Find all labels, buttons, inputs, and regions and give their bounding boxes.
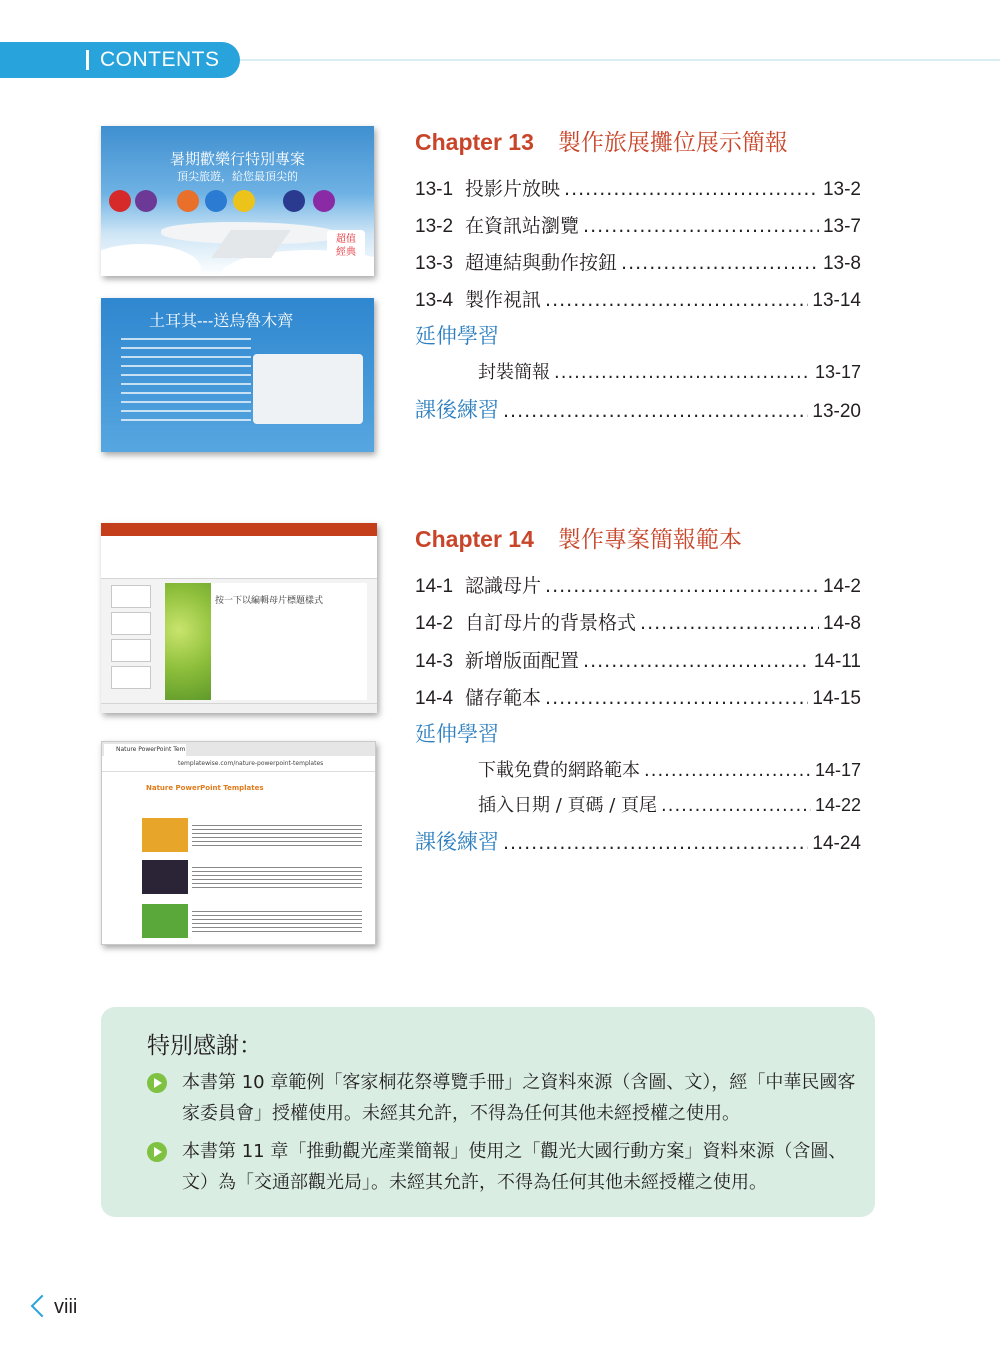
chapter-number: Chapter 13 [415, 129, 534, 155]
header-label: CONTENTS [100, 48, 220, 71]
slide1-badge: 超值 經典 [327, 230, 365, 267]
template-description [192, 822, 362, 848]
thumbnail-slide-turkey [101, 298, 374, 452]
slide2-title: 土耳其---送烏魯木齊 [149, 311, 294, 330]
arrow-bullet-icon [147, 1142, 167, 1162]
page-ref: 13-17 [814, 362, 861, 382]
section-title: 超連結與動作按鈕 [465, 252, 618, 274]
master-slide [165, 583, 367, 700]
acknowledgement-text: 本書第 11 章「推動觀光產業簡報」使用之「觀光大國行動方案」資料來源（含圖、文）為「交通部觀光局」。未經其允許，不得為任何其他未經授權之使用。 [182, 1141, 847, 1193]
chevron-left-icon [31, 1295, 54, 1318]
header-bar [86, 50, 89, 70]
thumbnail-powerpoint-master [101, 523, 377, 713]
chapter-title: 製作專案簡報範本 [557, 527, 742, 553]
toc-entry[interactable] [415, 646, 861, 673]
exercise-title: 課後練習 [415, 830, 499, 854]
section-number: 14-4 [415, 688, 454, 709]
toc-entry[interactable] [478, 358, 861, 384]
page-ref: 14-24 [812, 833, 861, 854]
section-title: 封裝簡報 [478, 362, 550, 383]
template-preview [142, 818, 188, 852]
section-title: 插入日期 / 頁碼 / 頁尾 [478, 795, 658, 816]
page-ref: 14-8 [822, 613, 861, 634]
toc-entry[interactable] [415, 683, 861, 710]
section-number: 14-3 [415, 651, 454, 672]
section-number: 13-1 [415, 179, 454, 200]
browser-tab: Nature PowerPoint Tem [104, 744, 186, 756]
acknowledgement-item [147, 1136, 859, 1198]
toc-entry[interactable] [415, 211, 861, 238]
toc-entry[interactable] [415, 285, 861, 312]
toc-entry[interactable] [478, 756, 861, 782]
cloud [101, 244, 201, 276]
page-ref: 13-20 [812, 401, 861, 422]
browser-tabbar [102, 742, 375, 756]
extension-heading: 延伸學習 [415, 722, 499, 746]
template-preview [142, 904, 188, 938]
acknowledgement-text: 本書第 10 章範例「客家桐花祭導覽手冊」之資料來源（含圖、文），經「中華民國客家委員會」授權使用。未經其允許，不得為任何其他未經授權之使用。 [182, 1072, 856, 1124]
section-title: 下載免費的網路範本 [478, 760, 640, 781]
chapter-14-heading [415, 521, 742, 554]
extension-heading: 延伸學習 [415, 324, 499, 348]
chapter-13-heading [415, 124, 788, 157]
page-number: viii [54, 1296, 78, 1318]
status-bar [101, 703, 377, 713]
page-ref: 13-14 [812, 290, 861, 311]
thumbnail-slide-travel [101, 126, 374, 276]
section-title: 在資訊站瀏覽 [465, 215, 580, 237]
slide-thumbnail-pane [111, 581, 155, 707]
section-title: 投影片放映 [465, 178, 561, 200]
section-number: 14-2 [415, 613, 454, 634]
toc-entry[interactable] [478, 791, 861, 817]
section-title: 自訂母片的背景格式 [465, 612, 637, 634]
toc-entry[interactable] [415, 174, 861, 201]
page-ref: 14-17 [814, 760, 861, 780]
template-preview [142, 860, 188, 894]
slide2-bullets [121, 338, 251, 428]
template-description [192, 908, 362, 934]
page-ref: 14-2 [822, 576, 861, 597]
toc-entry[interactable] [415, 826, 861, 856]
destination-circle [109, 190, 131, 212]
page-ref: 13-8 [822, 253, 861, 274]
title-bar [101, 523, 377, 536]
acknowledgement-title: 特別感謝： [147, 1033, 262, 1059]
slide1-title: 暑期歡樂行特別專案 [169, 150, 305, 168]
exercise-title: 課後練習 [415, 398, 499, 422]
section-number: 13-4 [415, 290, 454, 311]
slide1-subtitle: 頂尖旅遊，給您最頂尖的 [177, 170, 298, 183]
green-floral-graphic [165, 583, 211, 700]
destination-circle [233, 190, 255, 212]
toc-entry[interactable] [415, 608, 861, 635]
slide2-map [253, 354, 363, 424]
arrow-bullet-icon [147, 1073, 167, 1093]
master-title-placeholder: 按一下以編輯母片標題樣式 [215, 596, 324, 606]
section-title: 認識母片 [465, 575, 542, 597]
section-number: 13-3 [415, 253, 454, 274]
web-heading: Nature PowerPoint Templates [146, 784, 264, 792]
page-ref: 14-11 [813, 651, 861, 672]
page-ref: 14-15 [812, 688, 861, 709]
destination-circle [135, 190, 157, 212]
toc-entry[interactable] [415, 394, 861, 424]
section-number: 14-1 [415, 576, 454, 597]
destination-circle [177, 190, 199, 212]
page-ref: 14-22 [814, 795, 861, 815]
destination-circle [205, 190, 227, 212]
thumbnail-browser [101, 741, 376, 945]
page-ref: 13-7 [822, 216, 861, 237]
destination-circle [283, 190, 305, 212]
destination-circle [313, 190, 335, 212]
toc-entry[interactable] [415, 571, 861, 598]
acknowledgement-box [101, 1007, 875, 1217]
address-bar: templatewise.com/nature-powerpoint-templates [102, 756, 375, 772]
section-title: 新增版面配置 [465, 650, 580, 672]
page-ref: 13-2 [822, 179, 861, 200]
section-title: 儲存範本 [465, 687, 542, 709]
header-rule [230, 59, 1000, 61]
chapter-title: 製作旅展攤位展示簡報 [557, 130, 788, 156]
template-description [192, 864, 362, 890]
section-number: 13-2 [415, 216, 454, 237]
toc-entry[interactable] [415, 248, 861, 275]
acknowledgement-item [147, 1067, 859, 1129]
chapter-number: Chapter 14 [415, 526, 534, 552]
section-title: 製作視訊 [465, 289, 542, 311]
